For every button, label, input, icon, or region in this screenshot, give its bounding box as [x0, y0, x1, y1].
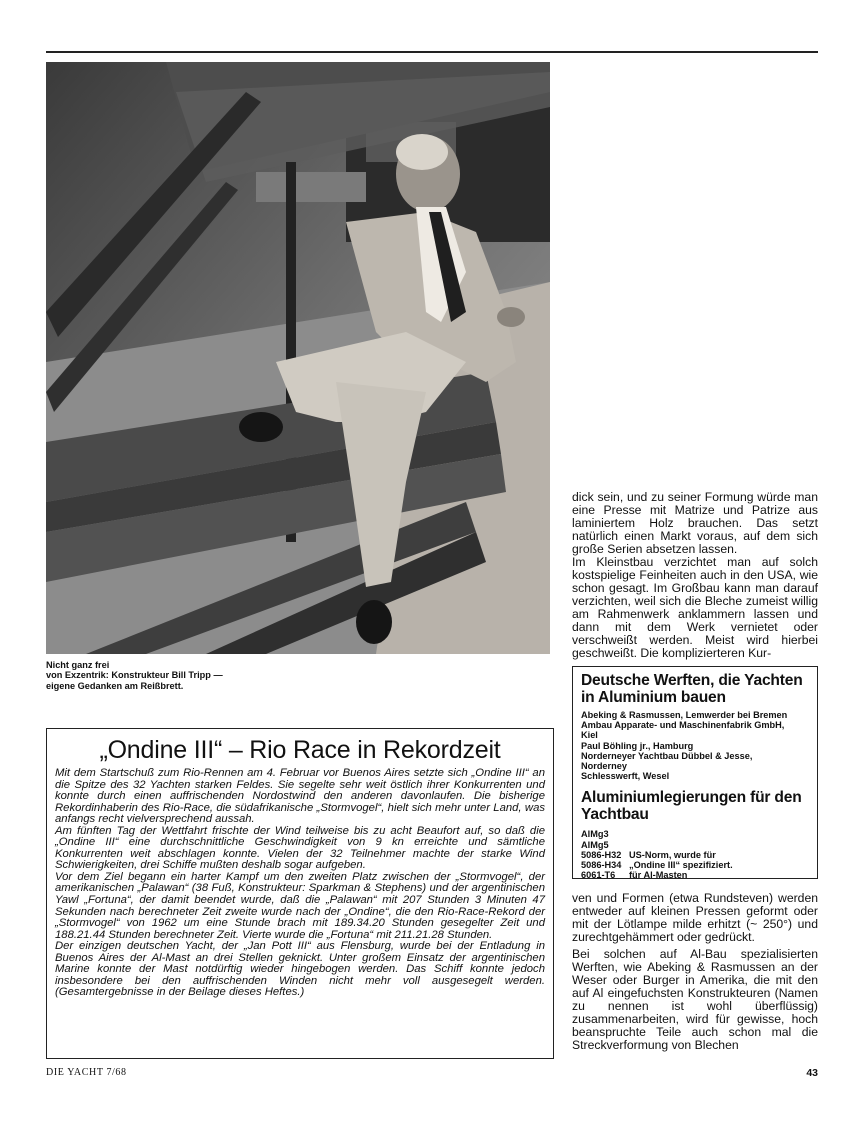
- body-paragraph: Bei solchen auf Al-Bau spezialisierten Werften, wie Abeking & Rasmussen an der Weser oder Burger in Amerika, die mit den auf Al eingefuchsten Konstrukteuren (Namen zu nennen ist wohl überflüssig) zusammenarbeiten, wird für gewisse, hoch beanspruchte Teile auch schon mal die Streckverformung von Blechen: [572, 947, 818, 1052]
- alloy-row: [581, 860, 809, 870]
- sidebar-box-aluminium: [572, 666, 818, 879]
- shipyard-item: Schlesswerft, Wesel: [581, 771, 670, 782]
- alloy-note: für Al-Masten: [629, 870, 688, 881]
- alloy-row: [581, 870, 809, 880]
- shipyard-item: Abeking & Rasmussen, Lemwerder bei Bremen: [581, 710, 788, 720]
- right-column-top-text: [572, 491, 818, 660]
- body-paragraph: Im Kleinstbau verzichtet man auf solch kostspielige Feinheiten auch in den USA, wie schon gesagt. Im Großbau kann man darauf verzichten, weil sich die Bleche zumeist willig am Rahmenwerk anklammern lassen und dann mit dem Werk vernietet oder verschweißt werden. Meist wird hierbei geschweißt. Die komplizierteren Kur-: [572, 555, 818, 660]
- shipyard-item: Norderney: [581, 761, 627, 772]
- article-paragraph: Mit dem Startschuß zum Rio-Rennen am 4. Februar vor Buenos Aires setzte sich „Ondine III“ an die Spitze des 32 Yachten starken Feldes. Sie segelte sehr weit östlich ihrer Konkurrenten und konnte durch einen auffrischenden Nordostwind den anderen davonlaufen. Die bisherige Rekordinhaberin des Rio-Race, die südafrikanische „Stormvogel“, hielt sich mehr unter Land, was anfangs recht vielversprechend aussah.: [55, 767, 545, 826]
- article-box-ondine: [46, 728, 554, 1059]
- photo-caption: [46, 660, 276, 691]
- alloy-code: 6061-T6: [581, 870, 616, 881]
- alloy-list: [581, 829, 809, 880]
- alloy-note: „Ondine III“ spezifiziert.: [629, 860, 733, 871]
- sidebar-heading-alloys: Aluminiumlegierungen für den Yachtbau: [581, 789, 802, 824]
- body-paragraph: dick sein, und zu seiner Formung würde man eine Presse mit Matrize und Patrize aus laminiertem Holz brauchen. Das setzt natürlich einen Markt voraus, auf dem sich große Serien absetzen lassen.: [572, 490, 818, 556]
- shipyard-item: Kiel: [581, 730, 598, 741]
- caption-line: Nicht ganz frei: [46, 660, 110, 670]
- shipyard-item: Ambau Apparate- und Maschinenfabrik GmbH,: [581, 720, 785, 731]
- alloy-row: [581, 829, 809, 839]
- top-rule: [46, 51, 818, 53]
- footer-magazine: DIE YACHT 7/68: [46, 1067, 127, 1078]
- article-title: „Ondine III“ – Rio Race in Rekordzeit: [99, 736, 501, 764]
- alloy-code: AlMg3: [581, 829, 609, 840]
- shipyard-list: [581, 710, 809, 781]
- caption-line: eigene Gedanken am Reißbrett.: [46, 680, 184, 691]
- alloy-code: 5086-H34: [581, 860, 622, 871]
- article-paragraph: Vor dem Ziel begann ein harter Kampf um den zweiten Platz zwischen der „Stormvogel“, der amerikanischen „Palawan“ (38 Fuß, Konstrukteur: Sparkman & Stephens) und der argentinischen Yawl „Fortuna“, der damit beendet wurde, daß die „Palawan“ mit 207 Stunden 3 Minuten 47 Sekunden nach berechneter Zeit zweite wurde nach der „Ondine“, die den Rio-Race-Rekord der „Stormvogel“ von 1962 um eine Stunde brach mit 189.34.20 Stunden gesegelter Zeit und 188.21.44 Stunden berechneter Zeit. Vierte wurde die „Fortuna“ mit 211.21.28 Stunden.: [55, 870, 545, 941]
- article-paragraph: Am fünften Tag der Wettfahrt frischte der Wind teilweise bis zu acht Beaufort auf, so daß die „Ondine III“ eine durchschnittliche Geschwindigkeit von 9 kn erreichte und sämtliche Konkurrenten weit abschlagen konnte. Vielen der 32 Teilnehmer machte der starke Wind Schwierigkeiten, drei Schiffe mußten deshalb sogar aufgeben.: [55, 824, 545, 872]
- body-paragraph: ven und Formen (etwa Rundsteven) werden entweder auf kleinen Pressen geformt oder mit der Lötlampe milde erhitzt (~ 250°) und zurechtgehämmert oder gedrückt.: [572, 891, 818, 944]
- shipyard-item: Paul Böhling jr., Hamburg: [581, 740, 694, 751]
- page-number: 43: [806, 1067, 818, 1079]
- caption-line: von Exzentrik: Konstrukteur Bill Tripp —: [46, 670, 223, 681]
- alloy-note: [629, 829, 809, 839]
- alloy-code: 5086-H32: [581, 849, 622, 860]
- right-column-bottom-text: [572, 892, 818, 1052]
- alloy-row: [581, 850, 809, 860]
- alloy-code: AlMg5: [581, 839, 609, 850]
- shipyard-item: Norderneyer Yachtbau Dübbel & Jesse,: [581, 750, 753, 761]
- alloy-row: [581, 840, 809, 850]
- article-body: [55, 768, 545, 999]
- alloy-note: [629, 840, 809, 850]
- photo-bill-tripp: [46, 62, 550, 654]
- article-paragraph: Der einzigen deutschen Yacht, der „Jan Pott III“ aus Flensburg, wurde bei der Entladung in Buenos Aires der Al-Mast an drei Stellen geknickt. Unter großem Einsatz der argentinischen Marine konnte der Mast notdürftig wieder hingebogen werden. Das Schiff konnte jedoch insbesondere bei den auffrischenden Winden nicht mehr voll ausgesegelt werden. (Gesamtergebnisse in der Beilage dieses Heftes.): [55, 940, 545, 999]
- alloy-note: US-Norm, wurde für: [629, 849, 716, 860]
- sidebar-heading-shipyards: Deutsche Werften, die Yachten in Aluminium bauen: [581, 672, 803, 706]
- photo-illustration: [46, 62, 550, 654]
